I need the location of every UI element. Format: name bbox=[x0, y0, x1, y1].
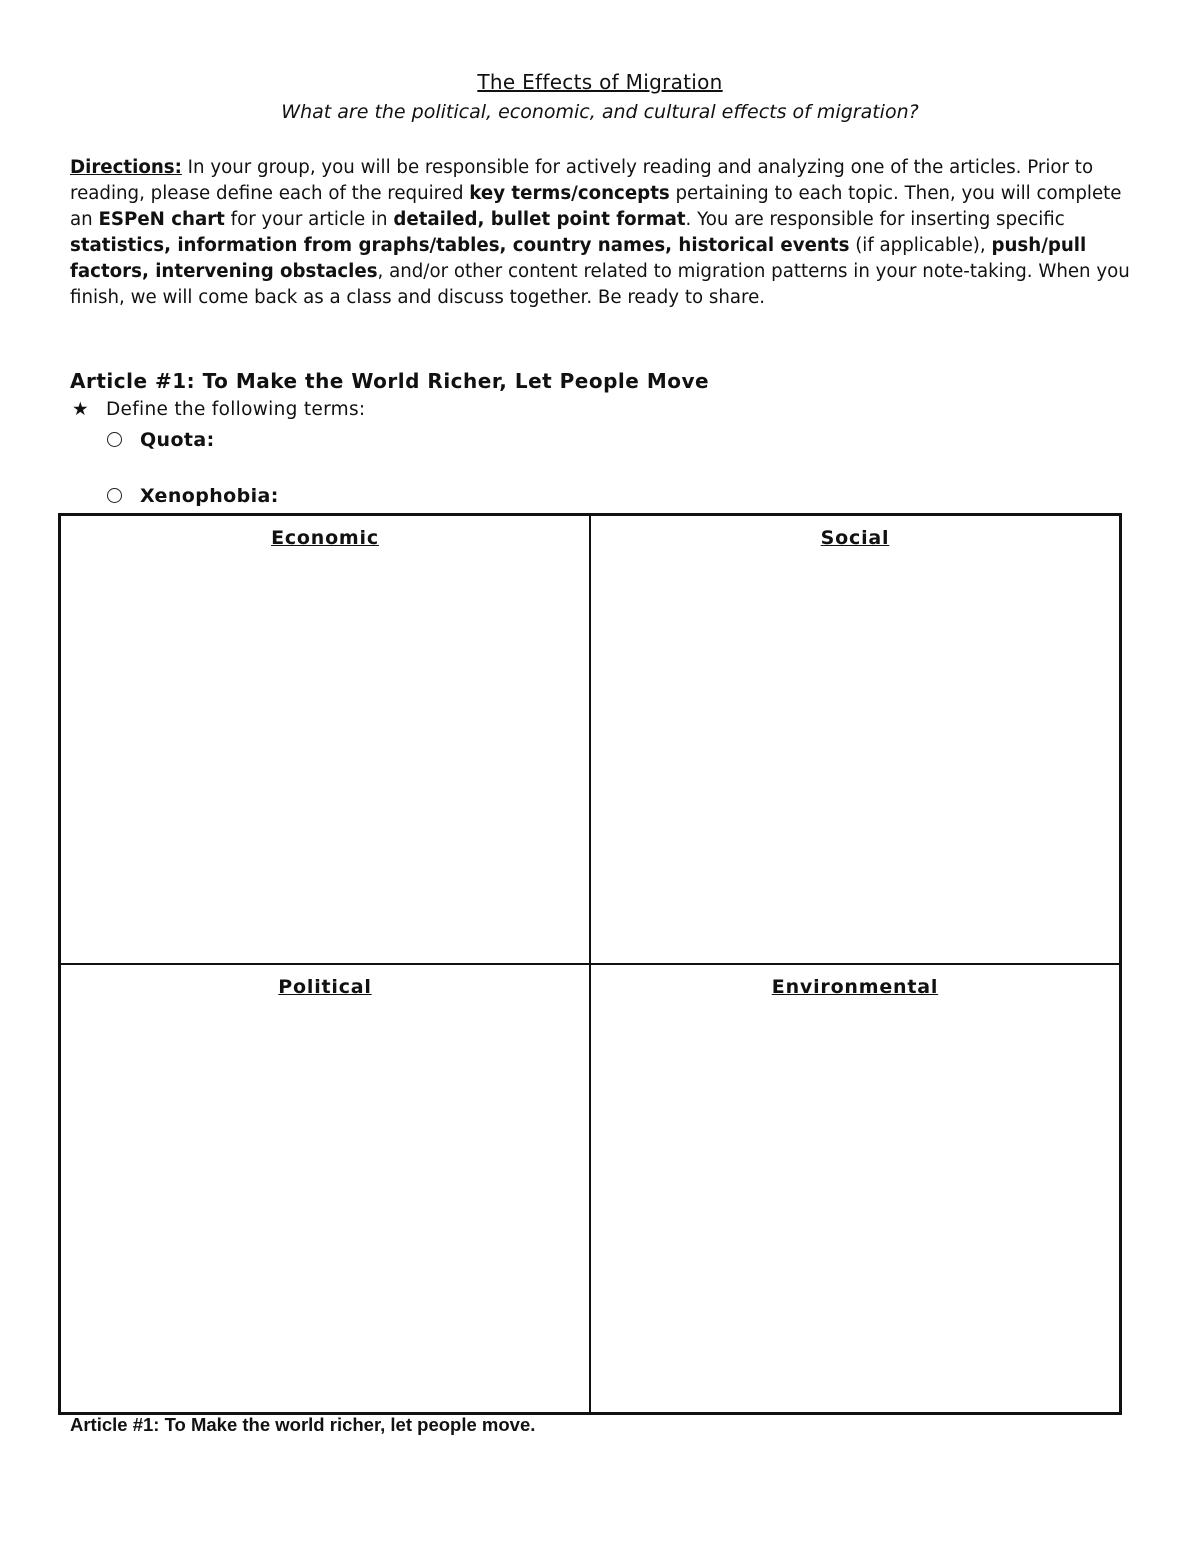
circle-bullet-icon bbox=[107, 432, 122, 447]
chart-cell-social[interactable] bbox=[590, 516, 1119, 964]
chart-label-economic: Economic bbox=[271, 527, 379, 549]
directions-bold: ESPeN chart bbox=[98, 209, 225, 230]
define-instruction bbox=[72, 399, 365, 420]
page-title: The Effects of Migration bbox=[477, 70, 723, 94]
chart-cell-political[interactable] bbox=[61, 964, 590, 1412]
term-label: Xenophobia: bbox=[140, 485, 279, 507]
term-xenophobia bbox=[107, 485, 279, 507]
chart-label-environmental: Environmental bbox=[771, 976, 939, 998]
directions-paragraph bbox=[70, 155, 1140, 311]
espen-chart bbox=[58, 513, 1122, 1415]
directions-label: Directions: bbox=[70, 157, 182, 178]
circle-bullet-icon bbox=[107, 488, 122, 503]
directions-text: . You are responsible for inserting specific bbox=[685, 209, 1065, 230]
directions-text: for your article in bbox=[224, 209, 394, 230]
chart-label-social: Social bbox=[820, 527, 890, 549]
directions-text: (if applicable), bbox=[849, 235, 992, 256]
term-label: Quota: bbox=[140, 429, 215, 451]
page-subtitle: What are the political, economic, and cultural effects of migration? bbox=[281, 101, 919, 123]
directions-bold: key terms/concepts bbox=[469, 183, 670, 204]
term-quota bbox=[107, 429, 215, 451]
define-instruction-text: Define the following terms: bbox=[106, 399, 366, 420]
footer-note: Article #1: To Make the world richer, let people move. bbox=[70, 1414, 536, 1435]
directions-text: In your group, you will be responsible for actively reading and analyzing one of the articles. Prior to reading, please define each of the required bbox=[70, 157, 1094, 204]
directions-text: pertaining to each topic. Then, you will complete an bbox=[70, 183, 1122, 230]
directions-bold: push/pull factors, intervening obstacles bbox=[70, 235, 1087, 282]
article-heading: Article #1: To Make the World Richer, Let People Move bbox=[70, 369, 710, 393]
star-bullet-icon: ★ bbox=[72, 399, 89, 420]
chart-cell-environmental[interactable] bbox=[590, 964, 1119, 1412]
directions-bold: detailed, bullet point format bbox=[393, 209, 686, 230]
directions-text: , and/or other content related to migration patterns in your note-taking. When you finish, we will come back as a class and discuss together. Be ready to share. bbox=[70, 261, 1130, 308]
directions-bold: statistics, information from graphs/tables, country names, historical events bbox=[70, 235, 850, 256]
chart-cell-economic[interactable] bbox=[61, 516, 590, 964]
chart-label-political: Political bbox=[278, 976, 372, 998]
